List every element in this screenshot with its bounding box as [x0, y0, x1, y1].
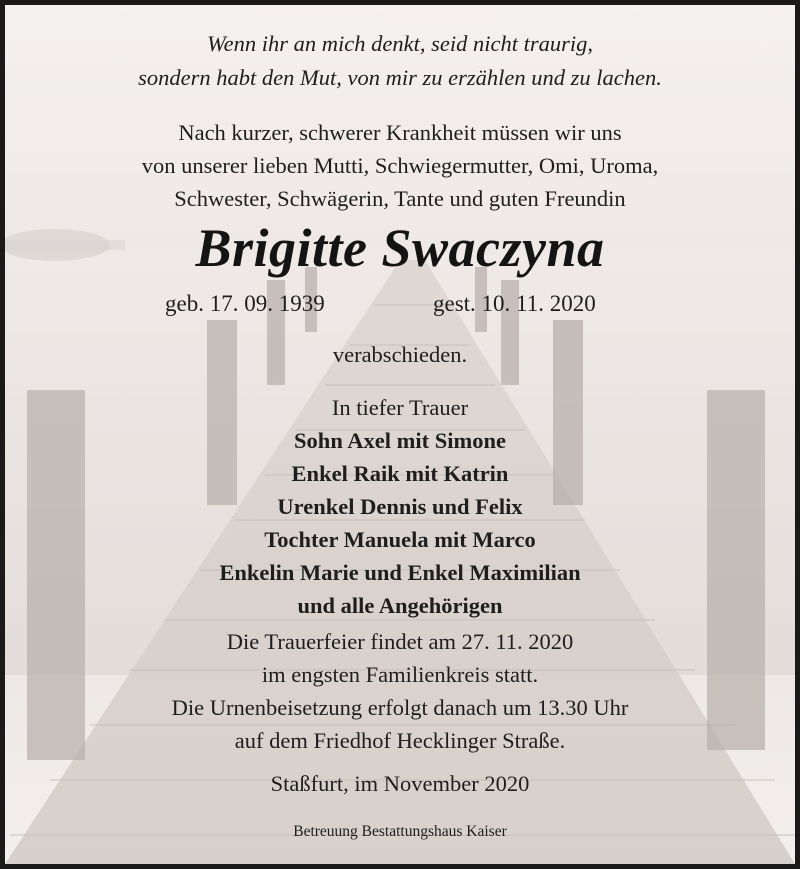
mourner-line: Urenkel Dennis und Felix	[277, 494, 523, 519]
place-date: Staßfurt, im November 2020	[270, 771, 530, 796]
motto-line: Wenn ihr an mich denkt, seid nicht traurig,	[206, 31, 593, 56]
mourner-line: und alle Angehörigen	[297, 593, 503, 618]
intro-line: von unserer lieben Mutti, Schwiegermutter, Omi, Uroma,	[141, 153, 659, 178]
mourner-line: Enkelin Marie und Enkel Maximilian	[219, 560, 581, 585]
motto-line: sondern habt den Mut, von mir zu erzählen und zu lachen.	[138, 65, 662, 90]
mourning-intro: In tiefer Trauer	[331, 395, 469, 420]
birth-date: geb. 17. 09. 1939	[165, 291, 325, 316]
funeral-line: im engsten Familienkreis statt.	[261, 662, 539, 687]
motto-quote	[5, 27, 795, 95]
funeral-line: auf dem Friedhof Hecklinger Straße.	[234, 728, 566, 753]
intro-line: Nach kurzer, schwerer Krankheit müssen wir uns	[178, 120, 622, 145]
mourner-line: Enkel Raik mit Katrin	[291, 461, 509, 486]
death-date: gest. 10. 11. 2020	[433, 291, 596, 316]
intro-text	[5, 116, 795, 215]
deceased-name: Brigitte Swaczyna	[195, 218, 605, 278]
mourner-line: Tochter Manuela mit Marco	[264, 527, 536, 552]
funeral-line: Die Urnenbeisetzung erfolgt danach um 13.30 Uhr	[171, 695, 629, 720]
mourners-block	[5, 391, 795, 622]
funeral-line: Die Trauerfeier findet am 27. 11. 2020	[226, 629, 574, 654]
intro-line: Schwester, Schwägerin, Tante und guten Freundin	[174, 186, 626, 211]
funeral-details	[5, 625, 795, 757]
funeral-home-credit: Betreuung Bestattungshaus Kaiser	[293, 823, 507, 840]
farewell-text: verabschieden.	[332, 342, 468, 367]
mourner-line: Sohn Axel mit Simone	[294, 428, 506, 453]
